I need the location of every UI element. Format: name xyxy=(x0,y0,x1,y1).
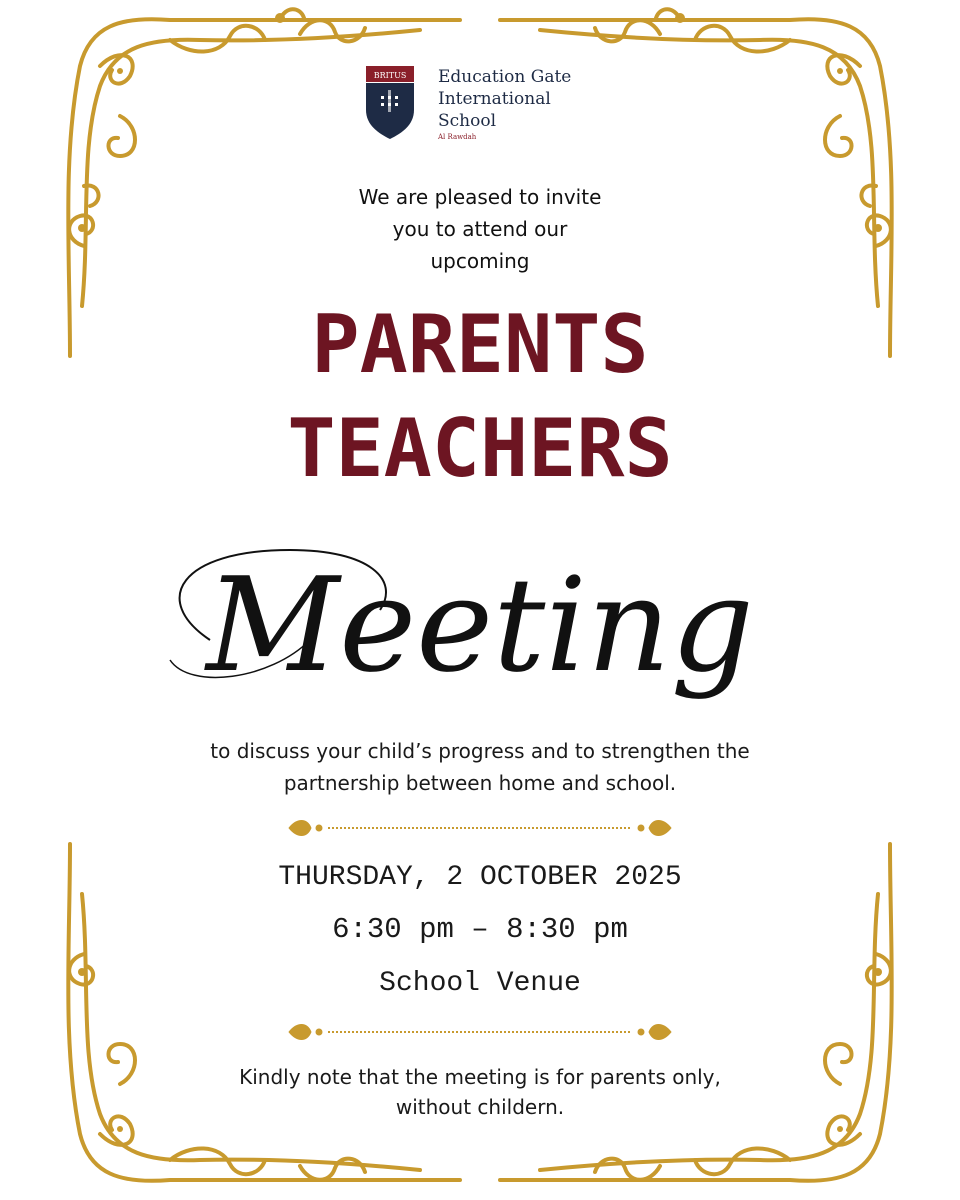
gold-divider-icon xyxy=(283,814,677,842)
note-line-2: without childern. xyxy=(395,1095,565,1119)
intro-line-2: you to attend our xyxy=(392,217,568,241)
script-title xyxy=(150,520,760,740)
event-venue: School Venue xyxy=(379,968,581,999)
school-campus: Al Rawdah xyxy=(438,133,477,141)
headline-line-2: TEACHERS xyxy=(287,402,673,495)
school-name-line-1: Education Gate xyxy=(438,67,572,87)
attendance-note xyxy=(0,1062,960,1122)
event-time: 6:30 pm – 8:30 pm xyxy=(332,913,628,946)
gold-divider-icon xyxy=(283,1018,677,1046)
script-title-text: Meeting xyxy=(206,549,754,701)
invitation-intro xyxy=(0,181,960,277)
school-crest-icon xyxy=(366,66,414,140)
crest-badge-text: BRITUS xyxy=(373,71,407,80)
event-date: THURSDAY, 2 OCTOBER 2025 xyxy=(278,862,682,893)
purpose-line-2: partnership between home and school. xyxy=(283,771,677,795)
headline-line-1: PARENTS xyxy=(311,298,649,391)
meeting-purpose xyxy=(0,735,960,799)
purpose-line-1: to discuss your child’s progress and to strengthen the xyxy=(210,739,750,763)
school-name-line-3: School xyxy=(438,111,497,131)
event-headline xyxy=(0,293,960,501)
note-line-1: Kindly note that the meeting is for parents only, xyxy=(239,1065,721,1089)
intro-line-1: We are pleased to invite xyxy=(358,185,602,209)
school-name xyxy=(438,66,571,141)
intro-line-3: upcoming xyxy=(430,249,530,273)
school-logo xyxy=(366,66,596,146)
school-name-line-2: International xyxy=(438,89,551,109)
